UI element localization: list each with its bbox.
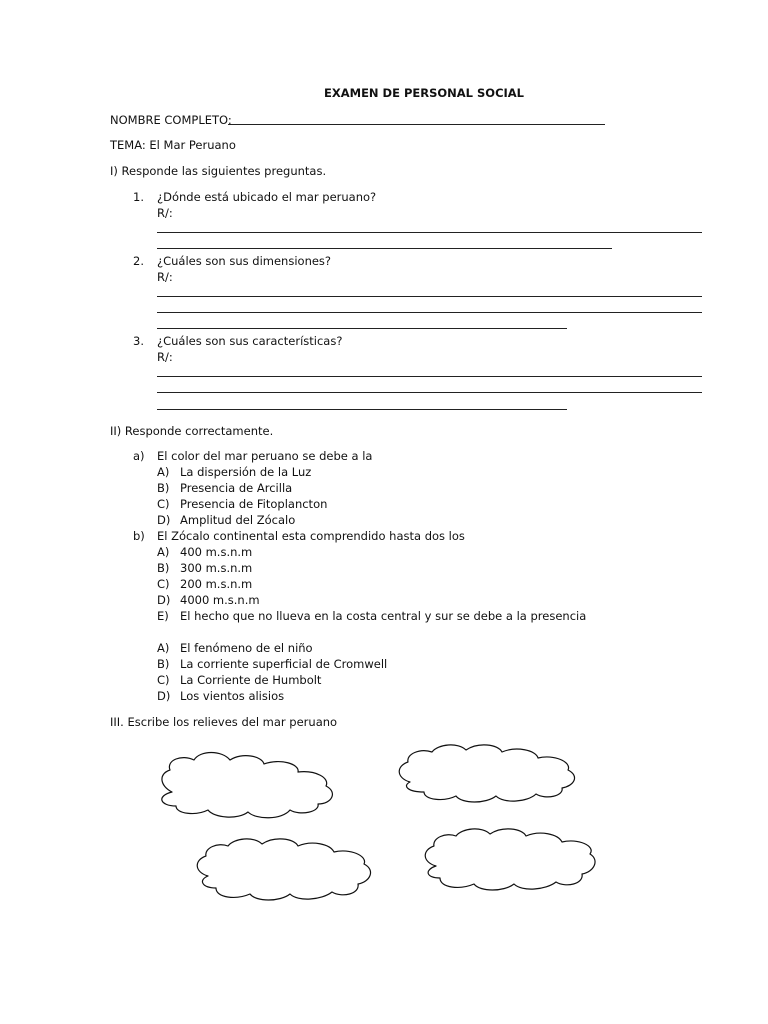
question-1-number: 1. [133, 190, 144, 204]
option-letter: D) [157, 593, 171, 607]
item-b-text: El Zócalo continental esta comprendido hasta dos los [157, 529, 465, 543]
item-b-letter: b) [133, 529, 145, 543]
option-letter: A) [157, 641, 170, 655]
option-letter: C) [157, 577, 170, 591]
question-1-answer-line[interactable] [157, 232, 702, 233]
option-text[interactable]: Amplitud del Zócalo [180, 513, 296, 527]
option-letter: B) [157, 481, 170, 495]
option-text[interactable]: 200 m.s.n.m [180, 577, 253, 591]
section-2-heading: II) Responde correctamente. [110, 424, 274, 438]
option-text[interactable]: 4000 m.s.n.m [180, 593, 260, 607]
option-text[interactable]: La corriente superficial de Cromwell [180, 657, 388, 671]
option-letter: B) [157, 657, 170, 671]
question-1-answer-prefix: R/: [157, 206, 173, 220]
section-1-heading: I) Responde las siguientes preguntas. [110, 164, 327, 178]
section-3-heading: III. Escribe los relieves del mar peruano [110, 715, 338, 729]
option-letter: D) [157, 689, 171, 703]
cloud-answer-area [0, 730, 768, 930]
option-text[interactable]: 400 m.s.n.m [180, 545, 253, 559]
name-field-blank[interactable] [228, 124, 605, 125]
option-text[interactable]: La Corriente de Humbolt [180, 673, 322, 687]
option-letter: C) [157, 673, 170, 687]
question-3-answer-line[interactable] [157, 376, 702, 377]
page-title: EXAMEN DE PERSONAL SOCIAL [324, 86, 525, 100]
question-2-text: ¿Cuáles son sus dimensiones? [157, 254, 332, 268]
cloud-shape[interactable] [162, 753, 333, 818]
option-letter: E) [157, 609, 169, 623]
question-3-text: ¿Cuáles son sus características? [157, 334, 343, 348]
question-1-answer-line[interactable] [157, 248, 612, 249]
option-letter: A) [157, 545, 170, 559]
option-letter: A) [157, 465, 170, 479]
question-3-answer-line[interactable] [157, 392, 702, 393]
option-text[interactable]: 300 m.s.n.m [180, 561, 253, 575]
option-letter: D) [157, 513, 171, 527]
cloud-shape[interactable] [197, 839, 370, 900]
option-text[interactable]: El hecho que no llueva en la costa central y sur se debe a la presencia [180, 609, 587, 623]
option-letter: B) [157, 561, 170, 575]
question-1-text: ¿Dónde está ubicado el mar peruano? [157, 190, 377, 204]
question-2-answer-line[interactable] [157, 312, 702, 313]
option-text[interactable]: La dispersión de la Luz [180, 465, 312, 479]
cloud-shape[interactable] [425, 829, 595, 890]
name-label: NOMBRE COMPLETO: [110, 113, 232, 127]
question-3-number: 3. [133, 334, 144, 348]
option-letter: C) [157, 497, 170, 511]
question-2-answer-prefix: R/: [157, 270, 173, 284]
question-3-answer-prefix: R/: [157, 350, 173, 364]
topic-line: TEMA: El Mar Peruano [110, 138, 236, 152]
option-text[interactable]: Presencia de Fitoplancton [180, 497, 328, 511]
item-a-letter: a) [133, 449, 145, 463]
cloud-shape[interactable] [399, 745, 574, 802]
question-2-answer-line[interactable] [157, 296, 702, 297]
option-text[interactable]: Presencia de Arcilla [180, 481, 293, 495]
option-text[interactable]: El fenómeno de el niño [180, 641, 313, 655]
question-2-answer-line[interactable] [157, 328, 567, 329]
option-text[interactable]: Los vientos alisios [180, 689, 285, 703]
question-3-answer-line[interactable] [157, 409, 567, 410]
item-a-text: El color del mar peruano se debe a la [157, 449, 373, 463]
question-2-number: 2. [133, 254, 144, 268]
